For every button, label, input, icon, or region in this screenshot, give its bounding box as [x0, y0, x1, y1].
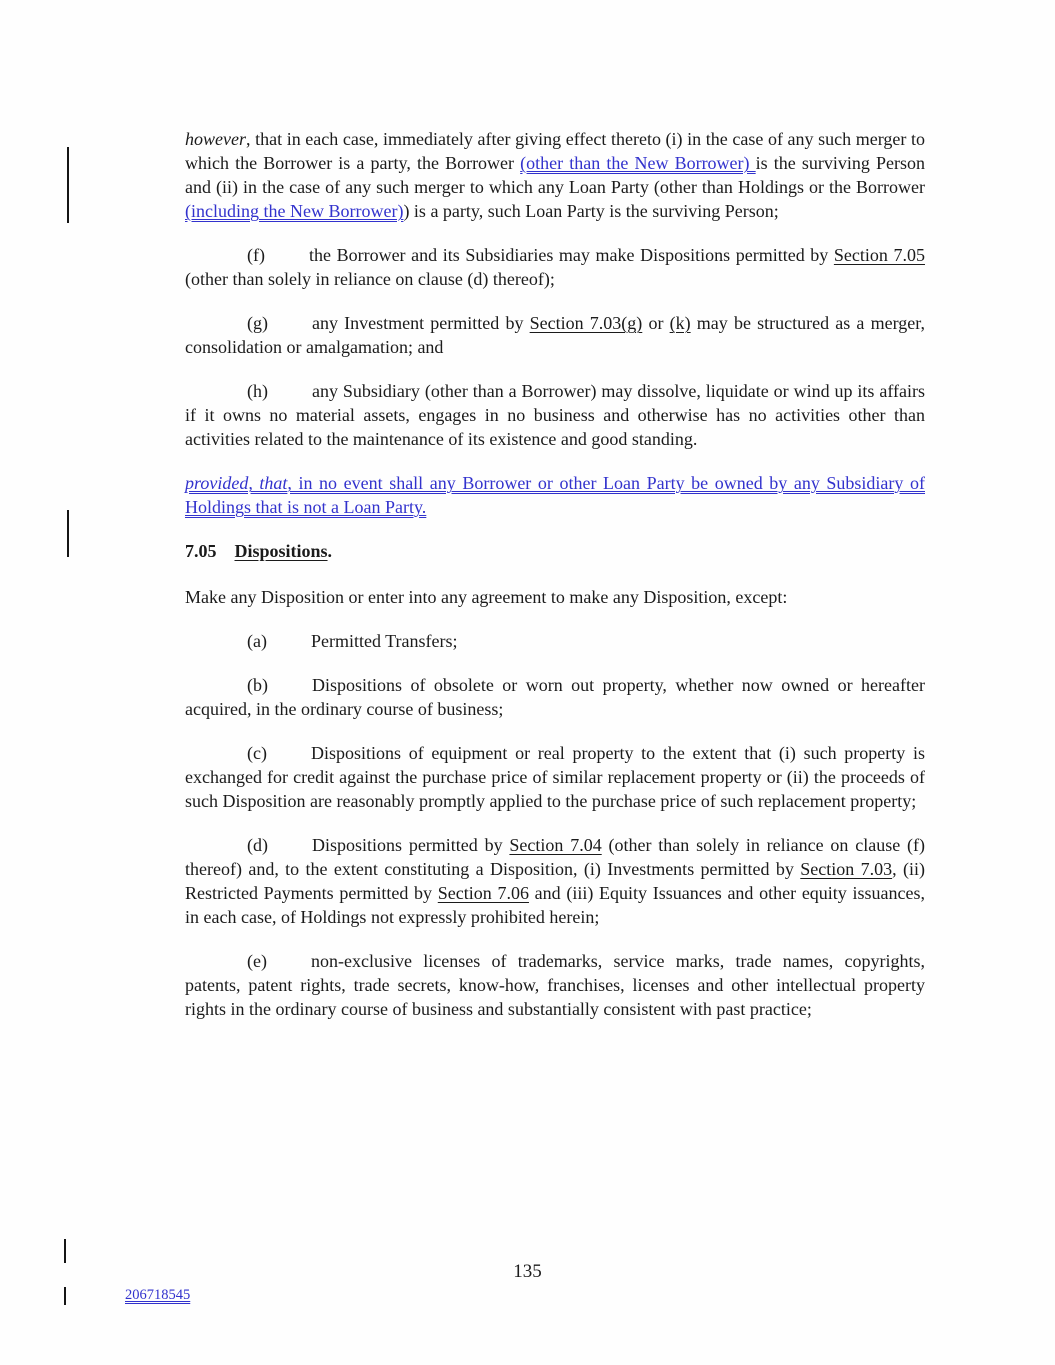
text-run: Make any Disposition or enter into any agreement to make any Disposition, except:	[185, 587, 788, 607]
text-run: is the surviving Person and (ii) in the case of any such merger to which any Loan Party (other than Holdings or the Borrower	[185, 153, 925, 197]
text-run: or	[642, 313, 670, 333]
text-run: (h)	[247, 381, 268, 401]
clause-f	[185, 243, 925, 291]
text-run: (d)	[247, 835, 268, 855]
clause-d	[185, 833, 925, 929]
clause-g	[185, 311, 925, 359]
text-run: Section 7.03	[800, 859, 893, 879]
text-run: Dispositions permitted by	[312, 835, 510, 855]
page-number: 135	[513, 1261, 542, 1282]
text-run: Section 7.05	[833, 245, 925, 265]
text-run: 7.05	[185, 541, 217, 561]
text-run: Section 7.03(g)	[529, 313, 643, 333]
paragraph-however-proviso	[185, 127, 925, 223]
text-run: (f)	[247, 245, 265, 265]
paragraph-provided-that-insertion	[185, 471, 925, 519]
paragraph-make-any-disposition	[185, 585, 925, 609]
text-run: the Borrower and its Subsidiaries may make Dispositions permitted by	[308, 245, 834, 265]
section-heading-7-05	[185, 539, 925, 563]
text-run: , in no event shall any Borrower or other Loan Party be owned by any Subsidiary of Holdings that is not a Loan Party.	[185, 473, 925, 517]
text-run: any Investment permitted by	[312, 313, 530, 333]
text-run: (including the New Borrower)	[185, 201, 404, 221]
text-run: Permitted Transfers;	[310, 631, 458, 651]
text-run: (other than solely in reliance on clause (f) thereof) and, to the extent constituting a Disposition, (i) Investments permitted by	[185, 835, 925, 879]
text-run: (e)	[247, 951, 267, 971]
clause-e	[185, 949, 925, 1021]
change-bar-footer-upper	[64, 1239, 66, 1263]
text-run: (k)	[669, 313, 691, 333]
text-run: (a)	[247, 631, 267, 651]
text-run: Dispositions of obsolete or worn out property, whether now owned or hereafter acquired, in the ordinary course of business;	[185, 675, 925, 719]
text-run: , (ii) Restricted Payments permitted by	[185, 859, 925, 903]
text-run: .	[327, 541, 333, 561]
clause-a	[185, 629, 925, 653]
text-run: Section 7.06	[437, 883, 529, 903]
text-run: , that in each case, immediately after giving effect thereto (i) in the case of any such merger to which the Borrower is a party, the Borrower	[185, 129, 925, 173]
change-bar-footer-lower	[64, 1287, 66, 1305]
text-run: (c)	[247, 743, 267, 763]
text-run: provided, that	[185, 473, 288, 493]
text-run: ) is a party, such Loan Party is the surviving Person;	[403, 201, 779, 221]
clause-b	[185, 673, 925, 721]
document-content	[185, 127, 925, 1041]
text-run: and (iii) Equity Issuances and other equity issuances, in each case, of Holdings not expressly prohibited herein;	[185, 883, 925, 927]
text-run: however	[185, 129, 246, 149]
text-run: (g)	[247, 313, 268, 333]
text-run: may be structured as a merger, consolidation or amalgamation; and	[185, 313, 926, 357]
change-bar-merger-clause	[67, 147, 69, 223]
text-run: non-exclusive licenses of trademarks, service marks, trade names, copyrights, patents, patent rights, trade secrets, know-how, franchises, licenses and other intellectual property rights in the ordinary course of business and substantially consistent with past practice;	[185, 951, 925, 1019]
document-id-stamp: 206718545	[125, 1287, 191, 1303]
text-run: (other than solely in reliance on clause (d) thereof);	[185, 269, 555, 289]
text-run: (other than the New Borrower)	[520, 153, 756, 173]
change-bar-proviso	[67, 510, 69, 557]
clause-h	[185, 379, 925, 451]
clause-c	[185, 741, 925, 813]
text-run: any Subsidiary (other than a Borrower) may dissolve, liquidate or wind up its affairs if it owns no material assets, engages in no business and otherwise has no activities other than activities related to the maintenance of its existence and good standing.	[185, 381, 925, 449]
text-run: Dispositions of equipment or real property to the extent that (i) such property is exchanged for credit against the purchase price of similar replacement property or (ii) the proceeds of such Disposition are reasonably promptly applied to the purchase price of such replacement property;	[185, 743, 925, 811]
text-run: Dispositions	[234, 541, 328, 561]
text-run: (b)	[247, 675, 268, 695]
text-run: Section 7.04	[509, 835, 602, 855]
